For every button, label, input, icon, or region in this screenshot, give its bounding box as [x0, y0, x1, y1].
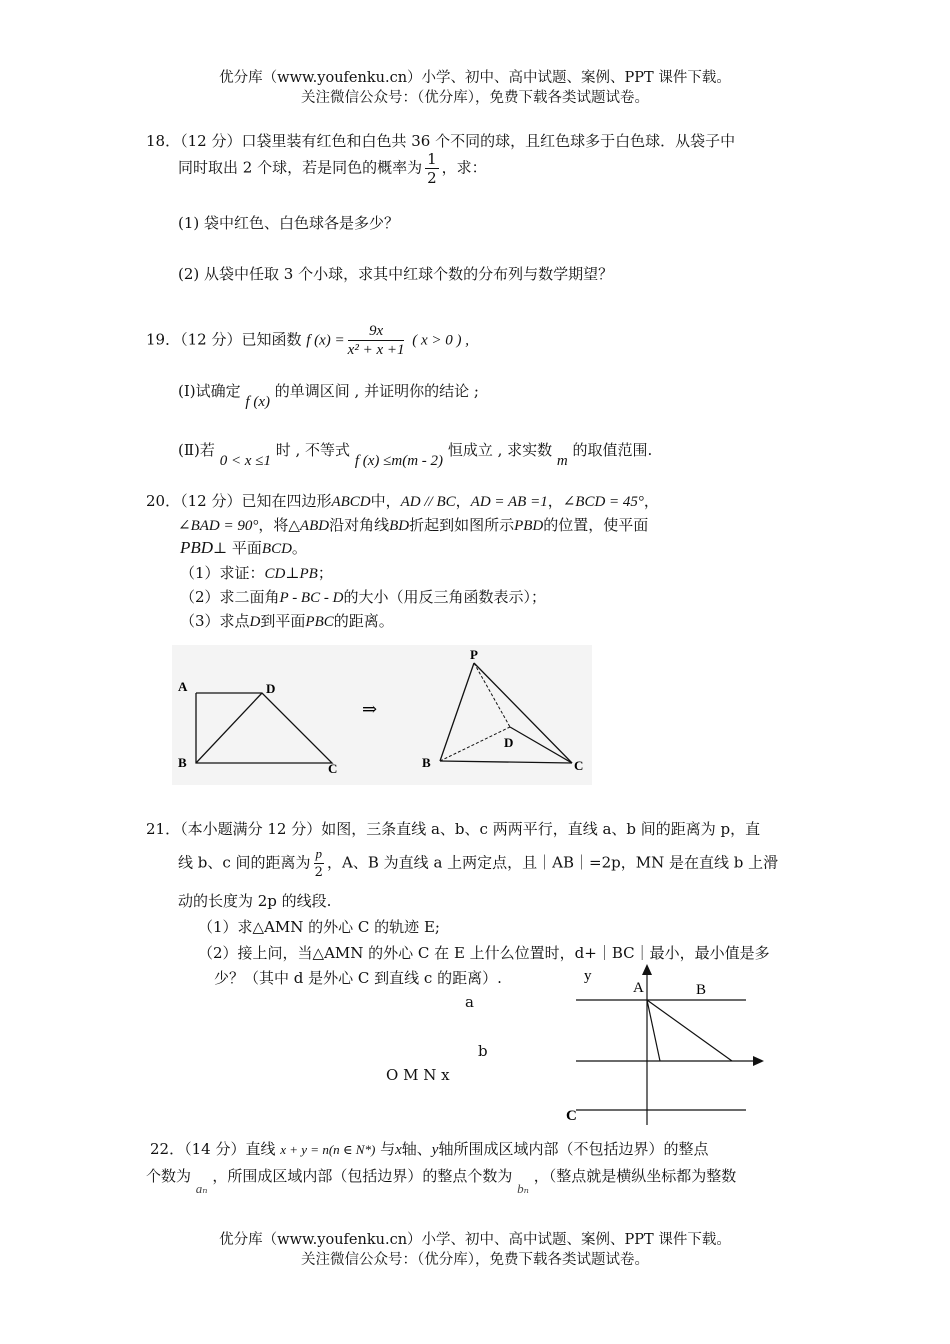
q22-an: aₙ	[195, 1181, 208, 1196]
q22-bn: bₙ	[517, 1181, 529, 1196]
q19-part1-a: (I)试确定	[178, 382, 241, 400]
q20-perp: ⊥ 平面	[213, 539, 262, 557]
q20-part2-a: （2）求二面角	[180, 588, 280, 606]
y-axis-arrow-icon	[642, 964, 652, 975]
segment-an	[647, 1000, 732, 1061]
q18-line2-text: 同时取出 2 个球，若是同色的概率为	[178, 158, 423, 177]
q21-frac-den: 2	[314, 865, 323, 880]
q19-part2	[178, 439, 653, 469]
q22-equation: x + y = n(n ∈ N*)	[280, 1142, 376, 1157]
q19-part2-range: 0 < x ≤1	[219, 453, 271, 469]
q20-figure	[172, 645, 592, 785]
q19-fraction	[348, 322, 405, 359]
label-fig-b: B	[696, 982, 707, 998]
q20-part1-b: CD⊥PB	[264, 566, 318, 582]
q18-part2: (2) 从袋中任取 3 个小球，求其中红球个数的分布列与数学期望？	[178, 265, 614, 283]
q19-part1	[178, 380, 479, 410]
q18-part1: (1) 袋中红色、白色球各是多少？	[178, 214, 400, 232]
q21-line2-a: 线 b、c 间的距离为	[178, 853, 311, 872]
q19-line1	[146, 322, 469, 359]
q20-part1-a: （1）求证：	[180, 564, 265, 582]
q20-line2-d: 折起到如图所示	[409, 516, 515, 534]
q20-line2	[178, 514, 648, 535]
q21-line3: 动的长度为 2p 的线段.	[178, 892, 332, 910]
q19-part2-m: m	[556, 453, 568, 469]
label-left-d: D	[266, 681, 276, 696]
q20-part3-b: D	[249, 614, 261, 630]
q21-line2-b: ，A、B 为直线 a 上两定点，且｜AB｜=2p，MN 是在直线 b 上滑	[327, 853, 779, 872]
q22-line1-c: 轴、	[401, 1140, 432, 1158]
q20-line1-b: 中，	[370, 492, 401, 510]
q21-label-b: b	[478, 1042, 488, 1060]
label-left-b: B	[178, 755, 187, 770]
q20-part1-c: ；	[317, 564, 333, 582]
q20-abd: ABD	[299, 518, 330, 534]
q20-abcd: ABCD	[331, 494, 371, 510]
label-left-a: A	[178, 679, 188, 694]
q18-line1: 18．（12 分）口袋里装有红色和白色共 36 个不同的球，且红色球多于白色球．从袋子中	[146, 132, 736, 150]
figure-background	[172, 645, 592, 785]
label-right-b: B	[422, 755, 431, 770]
q20-line3-end: 。	[291, 539, 307, 557]
header-line-2: 关注微信公众号：（优分库），免费下载各类试题试卷。	[301, 90, 649, 106]
q22-line2	[146, 1165, 737, 1196]
q20-cond3: ∠BCD = 45°	[562, 494, 644, 510]
q20-part2-c: 的大小（用反三角函数表示）；	[343, 588, 546, 606]
q19-part2-a: (Ⅱ)若	[178, 441, 215, 459]
q19-part2-b: 时 , 不等式	[275, 441, 351, 459]
label-fig-a: A	[633, 980, 644, 996]
q20-pbd: PBD	[514, 518, 544, 534]
q18-frac-num: 1	[427, 150, 437, 168]
q20-part3	[180, 610, 394, 631]
footer-line-2: 关注微信公众号：（优分库），免费下载各类试题试卷。	[301, 1252, 649, 1268]
q20-cond2: AD = AB =1	[470, 494, 548, 510]
q20-part3-e: 的距离。	[333, 612, 394, 630]
q19-part1-b: 的单调区间 , 并证明你的结论 ;	[274, 382, 479, 400]
q22-line2-c: ，（整点就是横纵坐标都为整数	[533, 1167, 737, 1185]
label-right-d: D	[504, 735, 514, 750]
q19-condition: ( x > 0 ) ,	[412, 332, 470, 349]
q20-plane-bcd: BCD	[261, 541, 292, 557]
q21-label-omnx: O M N x	[386, 1066, 450, 1084]
q22-line1-b: 与	[380, 1140, 396, 1158]
q19-frac-num: 9x	[348, 322, 405, 341]
q22-y: y	[431, 1142, 439, 1158]
q19-frac-den: x² + x +1	[347, 342, 405, 358]
q19-part2-ineq: f (x) ≤m(m - 2)	[354, 453, 444, 469]
x-axis-arrow-icon	[753, 1056, 764, 1066]
q20-bad: ∠BAD = 90°	[178, 518, 259, 534]
q21-part2b: 少？（其中 d 是外心 C 到直线 c 的距离）.	[214, 969, 502, 987]
q22-line2-a: 个数为	[146, 1167, 192, 1185]
q21-part2a: （2）接上问，当△AMN 的外心 C 在 E 上什么位置时，d+｜BC｜最小，最小值是多	[198, 944, 770, 962]
q20-sep1: ，	[455, 492, 471, 510]
q20-line3	[180, 537, 307, 558]
q20-part3-a: （3）求点	[180, 612, 250, 630]
q22-line2-b: ，所围成区域内部（包括边界）的整点个数为	[212, 1167, 513, 1185]
q22-line1	[150, 1138, 708, 1159]
q18-line2	[178, 150, 487, 187]
q21-part1: （1）求△AMN 的外心 C 的轨迹 E;	[198, 918, 440, 936]
q20-part1	[180, 562, 333, 583]
footer-line-1: 优分库（www.youfenku.cn）小学、初中、高中试题、案例、PPT 课件下载。	[219, 1232, 731, 1248]
q20-part2-b: P - BC - D	[279, 590, 344, 606]
q21-label-a: a	[465, 993, 474, 1011]
q19-fx: f (x) =	[306, 332, 345, 349]
q19-part2-c: 恒成立 , 求实数	[447, 441, 553, 459]
q18-frac-den: 2	[427, 169, 437, 187]
q20-bd: BD	[389, 518, 410, 534]
label-right-c: C	[574, 758, 584, 773]
label-left-c: C	[328, 761, 338, 776]
q19-part2-d: 的取值范围.	[572, 441, 653, 459]
q20-line1	[146, 490, 659, 511]
q20-cond1: AD // BC	[400, 494, 456, 510]
q20-line2-c: 沿对角线	[329, 516, 390, 534]
q19-prefix: 19．（12 分）已知函数	[146, 330, 302, 349]
q20-sep3: ，	[643, 492, 659, 510]
q20-line2-b: ，将△	[258, 516, 300, 534]
q20-plane-pbd: PBD	[180, 538, 214, 557]
q19-part1-fx: f (x)	[245, 394, 270, 410]
segment-am	[647, 1000, 660, 1061]
q20-part3-d: PBC	[305, 614, 334, 630]
q21-frac-num: p	[314, 845, 325, 864]
q20-line2-e: 的位置，使平面	[543, 516, 649, 534]
q20-part2	[180, 586, 546, 607]
label-y: y	[584, 968, 592, 984]
q22-line1-d: 轴所围成区域内部（不包括边界）的整点	[438, 1140, 709, 1158]
q22-line1-a: 22．（14 分）直线	[150, 1140, 276, 1158]
q20-part3-c: 到平面	[260, 612, 306, 630]
fold-arrow-icon: ⇒	[362, 699, 378, 719]
q20-sep2: ，	[547, 492, 563, 510]
q18-line2-end: ，求：	[441, 158, 487, 177]
q21-line2	[178, 845, 778, 882]
q20-line1-a: 20．（12 分）已知在四边形	[146, 492, 332, 510]
q21-fraction	[314, 845, 325, 882]
q18-fraction	[425, 150, 439, 187]
header-line-1: 优分库（www.youfenku.cn）小学、初中、高中试题、案例、PPT 课件下载。	[219, 70, 731, 86]
label-right-p: P	[470, 647, 478, 662]
q21-figure	[560, 960, 770, 1130]
q22-x: x	[395, 1142, 402, 1158]
label-fig-c: C	[566, 1108, 577, 1124]
q21-line1: 21．（本小题满分 12 分）如图，三条直线 a、b、c 两两平行，直线 a、b 间的距离为 p，直	[146, 820, 761, 838]
